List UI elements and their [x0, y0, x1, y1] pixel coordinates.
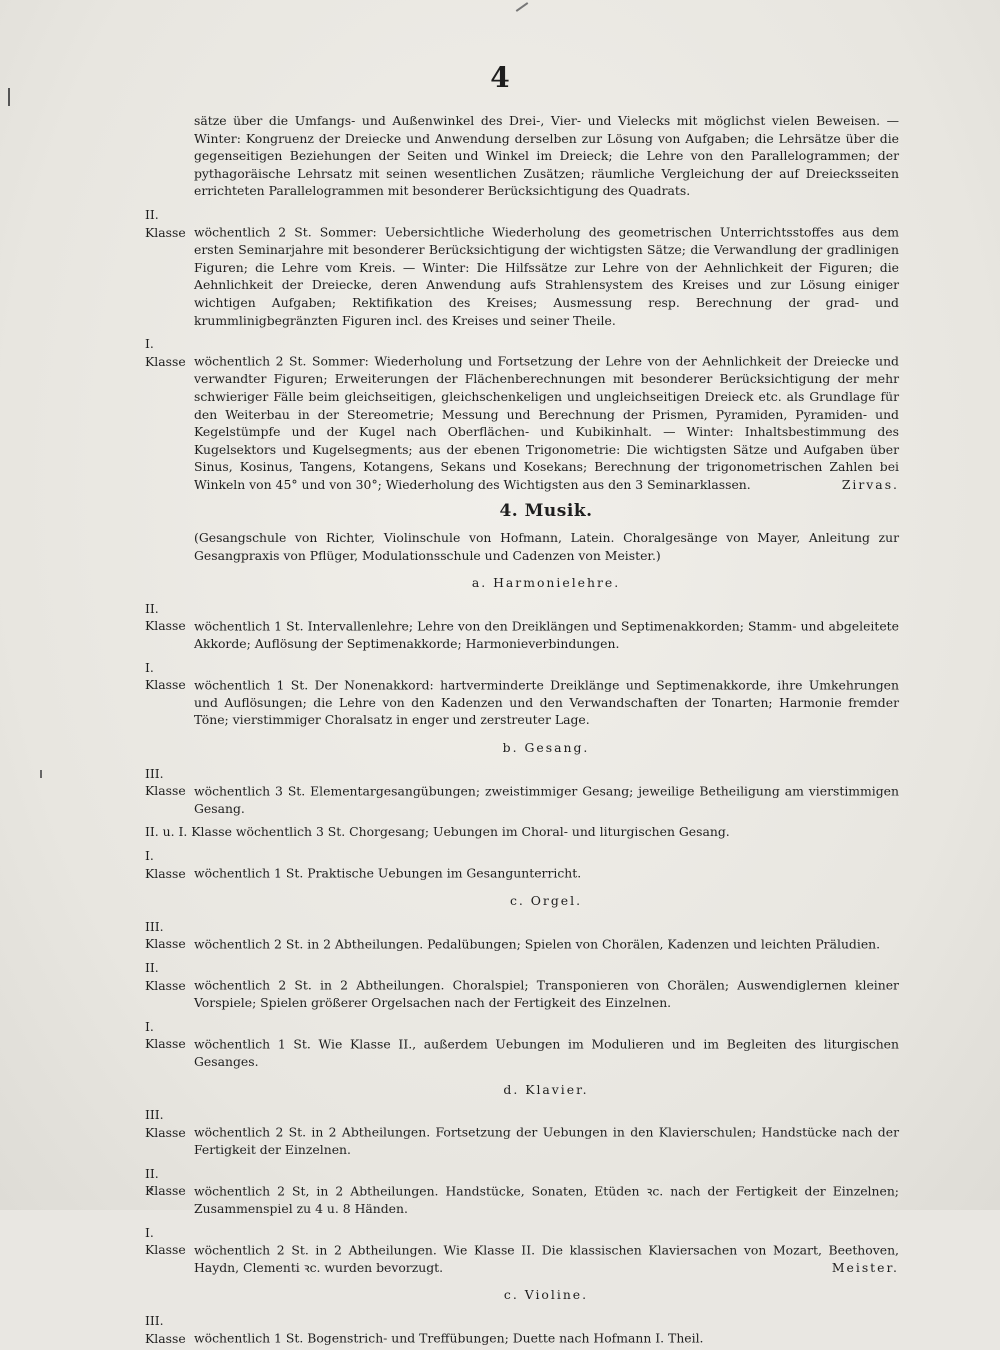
gesang-class-2-1	[145, 823, 899, 841]
class-label: III. Klasse	[145, 1313, 186, 1346]
class-text: wöchentlich 2 St. in 2 Abtheilungen. Wie Klasse II. Die klassischen Klaviersachen von Mozart, Beethoven, Haydn, Clementi ꝛc. wurden bevorzugt.	[194, 1242, 899, 1275]
class-text: wöchentlich 2 St. in 2 Abtheilungen. Choralspiel; Transponieren von Chorälen; Auswendiglernen kleiner Vorspiele; Spielen größerer Orgelsachen nach der Fertigkeit des Einzelnen.	[194, 977, 899, 1011]
class-label: III. Klasse	[145, 765, 186, 799]
class-label: I. Klasse	[145, 659, 186, 693]
scan-mark	[516, 2, 529, 12]
orgel-class-1	[145, 1018, 899, 1071]
math-class-2	[145, 206, 899, 329]
class-label: I. Klasse	[145, 1018, 186, 1052]
class-label: II. Klasse	[145, 600, 186, 634]
music-intro: (Gesangschule von Richter, Violinschule von Hofmann, Latein. Choralgesänge von Mayer, Anleitung zur Gesangpraxis von Pflüger, Modulationsschule und Cadenzen von Meister.)	[194, 530, 899, 563]
harmonielehre-class-2	[145, 600, 899, 653]
author-signature: Meister.	[831, 1259, 899, 1275]
class-text: wöchentlich 2 St. in 2 Abtheilungen. Pedalübungen; Spielen von Chorälen, Kadenzen und leichten Präludien.	[194, 936, 881, 952]
class-label: III. Klasse	[145, 918, 186, 952]
subheading-gesang: b. Gesang.	[502, 740, 590, 755]
class-text: wöchentlich 2 St. Sommer: Wiederholung und Fortsetzung der Lehre von der Aehnlichkeit der Dreiecke und verwandter Figuren; Erweiterungen der Flächenberechnungen mit besonderer Berücksichtigung der mehr schwieriger Fälle beim gleichseitigen, gleichschenkeligen und ungleichseitigen Dreieck etc. als Grundlage für den Weiterbau in der Stereometrie; Messung und Berechnung der Prismen, Pyramiden, Pyramiden- und Kegelstümpfe und der Kugel nach Oberflächen- und Kubikinhalt. — Winter: Inhaltsbestimmung des Kugelsektors und Kugelsegments; aus der ebenen Trigonometrie: Die wichtigsten Sätze und Aufgaben über Sinus, Kosinus, Tangens, Kotangens, Sekans und Kosekans; Berechnung der trigonometrischen Zahlen bei Winkeln von 45° und von 30°; Wiederholung des Wichtigsten aus den 3 Seminarklassen.	[194, 353, 899, 492]
class-label: II. Klasse	[145, 206, 186, 240]
klavier-class-3	[145, 1106, 899, 1159]
subheading-violine: c. Violine.	[503, 1287, 589, 1303]
subheading-klavier: d. Klavier.	[503, 1081, 589, 1097]
class-text: wöchentlich 1 St. Bogenstrich- und Treffübungen; Duette nach Hofmann I. Theil.	[194, 1330, 704, 1346]
scan-mark	[40, 770, 42, 778]
class-text: wöchentlich 3 St. Elementargesangübungen; zweistimmiger Gesang; jeweilige Betheiligung am vierstimmigen Gesang.	[194, 783, 899, 816]
class-text: wöchentlich 3 St. Chorgesang; Uebungen im Choral- und liturgischen Gesang.	[235, 824, 730, 840]
class-text: wöchentlich 2 St, in 2 Abtheilungen. Handstücke, Sonaten, Etüden ꝛc. nach der Fertigkeit der Einzelnen; Zusammenspiel zu 4 u. 8 Händen.	[194, 1183, 899, 1217]
class-text: wöchentlich 1 St. Wie Klasse II., außerdem Uebungen im Modulieren und im Begleiten des liturgischen Gesanges.	[194, 1036, 899, 1069]
class-label: I. Klasse	[145, 847, 186, 881]
section-title-music: 4. Musik.	[499, 501, 593, 522]
page-body	[145, 112, 899, 1350]
subheading-orgel: c. Orgel.	[509, 893, 583, 909]
class-text: wöchentlich 1 St. Praktische Uebungen im Gesangunterricht.	[194, 865, 582, 881]
subheading-harmonielehre: a. Harmonielehre.	[471, 575, 621, 591]
class-label: II. Klasse	[145, 959, 186, 993]
klavier-class-1	[145, 1224, 899, 1277]
class-label: III. Klasse	[145, 1107, 186, 1140]
violine-class-3	[145, 1312, 899, 1347]
class-label: II. Klasse	[145, 1165, 186, 1199]
author-signature: Zirvas.	[841, 476, 899, 492]
math-class-1	[145, 335, 899, 493]
class-label: II. u. I. Klasse	[145, 824, 232, 840]
class-text: wöchentlich 2 St. Sommer: Uebersichtliche Wiederholung des geometrischen Unterrichtsstoffes aus dem ersten Seminarjahre mit besonderer Berücksichtigung der wichtigsten Sätze; die Verwandlung der gradlinigen Figuren; die Lehre vom Kreis. — Winter: Die Hilfssätze zur Lehre von der Aehnlichkeit der Figuren; die Aehnlichkeit der Dreiecke, deren Anwendung aufs Strahlensystem des Kreises und zur Lösung einiger wichtigen Aufgaben; Rektifikation des Kreises; Ausmessung resp. Berechnung der grad- und krummlinigbegränzten Figuren incl. des Kreises und seiner Theile.	[194, 224, 899, 328]
class-text: wöchentlich 1 St. Intervallenlehre; Lehre von den Dreiklängen und Septimenakkorden; Stamm- und abgeleitete Akkorde; Auflösung der Septimenakkorde; Harmonieverbindungen.	[194, 618, 899, 652]
class-label: I. Klasse	[145, 1224, 186, 1258]
gesang-class-1	[145, 847, 899, 882]
class-text: wöchentlich 2 St. in 2 Abtheilungen. Fortsetzung der Uebungen in den Klavierschulen; Handstücke nach der Fertigkeit der Einzelnen.	[194, 1124, 899, 1158]
math-continuation: sätze über die Umfangs- und Außenwinkel des Drei-, Vier- und Vielecks mit möglichst vielen Beweisen. — Winter: Kongruenz der Dreiecke und Anwendung derselben zur Lösung von Aufgaben; die Lehrsätze über die gegenseitigen Beziehungen der Seiten und Winkel im Dreieck; die Lehre von den Parallelogrammen; der pythagoräische Lehrsatz mit seinen wesentlichen Zusätzen; räumliche Vergleichung der auf Dreiecksseiten errichteten Parallelogrammen mit besonderer Berücksichtigung des Quadrats.	[194, 113, 899, 199]
orgel-class-3	[145, 918, 899, 953]
class-text: wöchentlich 1 St. Der Nonenakkord: hartverminderte Dreiklänge und Septimenakkorde, ihre Umkehrungen und Auflösungen; die Lehre von den Kadenzen und den Verwandschaften der Tonarten; Harmonie fremder Töne; vierstimmiger Choralsatz in enger und zerstreuter Lage.	[194, 677, 899, 728]
page-number: 4	[490, 61, 510, 94]
class-label: I. Klasse	[145, 336, 186, 369]
harmonielehre-class-1	[145, 659, 899, 729]
orgel-class-2	[145, 959, 899, 1012]
gesang-class-3	[145, 765, 899, 818]
